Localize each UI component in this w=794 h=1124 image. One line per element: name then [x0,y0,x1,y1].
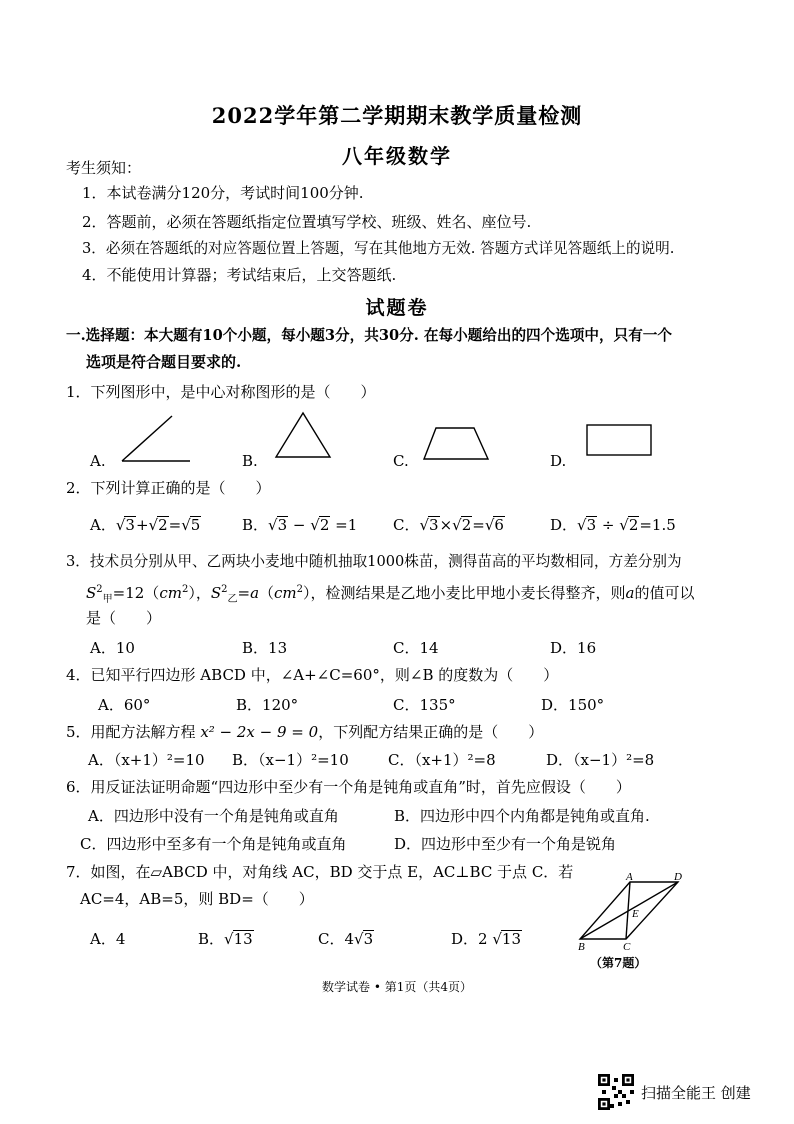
point-e-label: E [632,908,639,920]
q3-option-a: A．10 [90,639,135,657]
q7-option-a: A．4 [90,930,126,948]
question-3-line2: $S^2_甲=12(cm^2)$，$S^2_乙=a(cm^2)$，检测结果是乙地小麦比甲地小麦长得整齐，则a的值可以 [86,584,695,605]
q6-option-a: A．四边形中没有一个角是钝角或直角 [88,807,339,825]
q7-figure-parallelogram [570,868,690,968]
exam-subtitle: 八年级数学 [342,144,452,168]
q2-option-d: D．√3 ÷ √2=1.5 [550,516,676,534]
q1-option-c-label: C. [393,452,409,470]
question-6-stem: 6．用反证法证明命题“四边形中至少有一个角是钝角或直角”时，首先应假设（ ） [66,778,631,796]
q4-option-c: C．135° [393,696,456,714]
section-heading-cont: 选项是符合题目要求的. [86,353,242,371]
q4-option-d: D．150° [541,696,605,714]
q3-option-d: D．16 [550,639,597,657]
question-3-line1: 3．技术员分别从甲、乙两块小麦地中随机抽取1000株苗，测得苗高的平均数相同，方差分别为 [66,553,682,570]
question-7-line2: AC=4，AB=5，则 BD=（ ） [80,890,314,908]
q6-option-d: D．四边形中至少有一个角是锐角 [394,835,617,853]
question-7-line1: 7．如图，在▱ABCD 中，对角线 AC，BD 交于点 E，AC⊥BC 于点 C．若 [66,863,574,881]
question-2-stem: 2．下列计算正确的是（ ） [66,479,271,497]
q1-figures [0,0,794,480]
q4-option-b: B．120° [236,696,299,714]
scanner-watermark: 扫描全能王 创建 [641,1084,751,1102]
figure-caption: （第7题） [590,956,647,970]
q7-option-d: D．2 √13 [451,930,521,948]
q4-option-a: A．60° [98,696,151,714]
point-a-label: A [626,871,633,883]
q1-option-a-label: A. [90,452,106,470]
q5-option-c: C．（x+1）²=8 [388,751,496,769]
question-1-stem: 1．下列图形中，是中心对称图形的是（ ） [66,383,376,401]
page-footer: 数学试卷 • 第1页（共4页） [322,980,472,994]
q2-option-b: B．√3 − √2 =1 [242,516,358,534]
notice-item: 1．本试卷满分120分，考试时间100分钟. [82,184,364,202]
notice-item: 3．必须在答题纸的对应答题位置上答题，写在其他地方无效. 答题方式详见答题纸上的说明. [82,240,675,257]
notice-heading: 考生须知： [66,159,142,177]
notice-item: 2．答题前，必须在答题纸指定位置填写学校、班级、姓名、座位号. [82,213,532,231]
q5-option-b: B．（x−1）²=10 [232,751,349,769]
q7-option-c: C．4√3 [318,930,374,948]
point-c-label: C [623,941,631,953]
question-3-line3: 是（ ） [86,609,162,627]
notice-item: 4．不能使用计算器；考试结束后，上交答题纸. [82,266,397,284]
q5-option-d: D．（x−1）²=8 [546,751,655,769]
q3-option-c: C．14 [393,639,439,657]
triangle-figure [276,413,330,457]
q3-option-b: B．13 [242,639,288,657]
angle-figure [122,416,190,461]
point-b-label: B [578,941,585,953]
q5-option-a: A．（x+1）²=10 [88,751,205,769]
point-d-label: D [674,871,682,883]
question-4-stem: 4．已知平行四边形 ABCD 中，∠A+∠C=60°，则∠B 的度数为（ ） [66,666,559,684]
trapezoid-figure [424,428,488,459]
qr-code-icon [598,1074,634,1110]
q2-option-a: A．√3+√2=√5 [90,516,201,534]
question-5-stem: 5．用配方法解方程 x² − 2x − 9 = 0，下列配方结果正确的是（ ） [66,723,544,741]
q2-option-c: C．√3×√2=√6 [393,516,504,534]
section-heading: 一.选择题：本大题有10个小题，每小题3分，共30分. 在每小题给出的四个选项中，只有一个 [66,327,672,344]
paper-title: 试题卷 [365,297,429,319]
q1-option-b-label: B. [242,452,258,470]
exam-title: 2022学年第二学期期末教学质量检测 [211,103,583,128]
q7-option-b: B．√13 [198,930,253,948]
q6-option-b: B．四边形中四个内角都是钝角或直角. [394,807,650,825]
q6-option-c: C．四边形中至多有一个角是钝角或直角 [80,835,347,853]
rectangle-figure [587,425,651,455]
q1-option-d-label: D. [550,452,567,470]
